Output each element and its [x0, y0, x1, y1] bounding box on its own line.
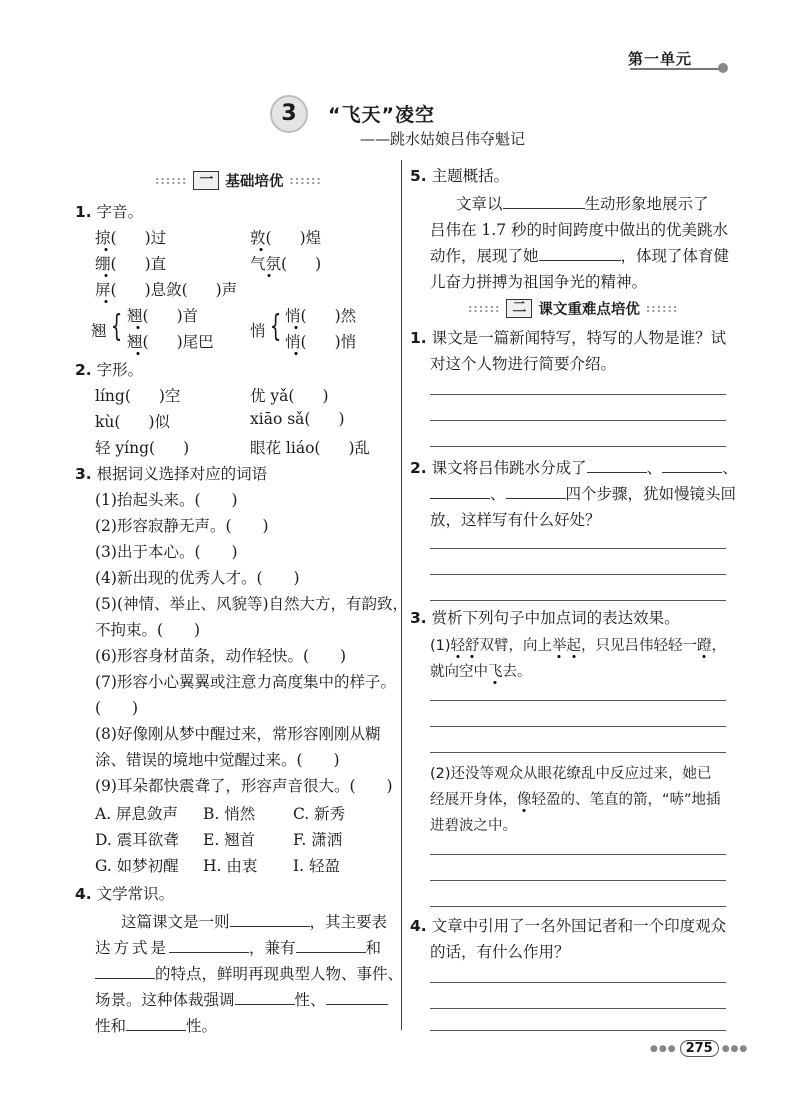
- sentence-1-line2: [430, 660, 532, 681]
- lesson-title: “飞天”凌空: [328, 104, 435, 126]
- brace-group-left: [91, 309, 126, 344]
- lesson-subtitle: ——跳水姑娘吕伟夺魁记: [360, 130, 526, 148]
- question-text: 放，这样写有什么好处？: [430, 511, 601, 529]
- fill-text: 性。: [186, 1017, 218, 1035]
- theme-line: [430, 244, 729, 266]
- row-text: )声: [215, 281, 238, 299]
- pinyin-item: [250, 436, 370, 458]
- dotted-char: 掠(: [95, 226, 117, 248]
- question-number: 2.: [75, 361, 92, 379]
- section-dots-icon: ::::::: [468, 302, 501, 315]
- key-question-2-line2: [430, 482, 736, 504]
- question-number: 1.: [410, 329, 427, 347]
- dotted-char: 敦(: [250, 226, 272, 248]
- question-1-heading: [75, 200, 143, 222]
- question-3-heading: [75, 462, 267, 484]
- question-2-heading: [75, 358, 143, 380]
- fill-text: ，其主要表: [309, 913, 388, 931]
- answer-line[interactable]: [430, 574, 726, 575]
- key-question-4: [410, 914, 726, 936]
- item-text: )乱: [348, 439, 371, 457]
- sentence-text: 双臂，向上: [479, 638, 553, 654]
- blank-field[interactable]: [235, 1004, 295, 1005]
- sentence-2-line3: 进碧波之中。: [430, 818, 517, 834]
- dotted-char: 悄(: [285, 330, 307, 352]
- item-text: 轻 yíng(: [95, 439, 156, 457]
- question-text: 文章中引用了一名外国记者和一个印度观众: [431, 917, 727, 935]
- section-header-key: [468, 298, 678, 319]
- answer-line[interactable]: [430, 600, 726, 601]
- blank-field[interactable]: [169, 952, 249, 953]
- definition-item: (8)好像刚从梦中醒过来，常形容刚刚从糊: [95, 725, 381, 743]
- fill-text: 性、: [294, 991, 326, 1009]
- question-text: 四个步骤，犹如慢镜头回: [565, 485, 737, 503]
- fill-text: 的特点，鲜明再现典型人物、事件、: [155, 965, 404, 983]
- definition-item: 不拘束。( ): [95, 621, 201, 639]
- section-header-basic: [155, 170, 322, 191]
- row-text: )直: [144, 255, 167, 273]
- blank-field[interactable]: [126, 1030, 186, 1031]
- option: E. 翘首: [203, 831, 256, 849]
- dotted-char: 气氛(: [250, 252, 287, 274]
- item-text: kù(: [95, 413, 121, 431]
- brace-icon: {: [269, 309, 281, 344]
- blank-field[interactable]: [506, 498, 566, 499]
- definition-item: 涂、错误的境地中觉醒过来。( ): [95, 751, 340, 769]
- answer-line[interactable]: [430, 906, 726, 907]
- pinyin-row: [95, 252, 166, 274]
- pinyin-item: [250, 384, 329, 406]
- blank-field[interactable]: [230, 926, 310, 927]
- literature-line: [121, 910, 387, 932]
- definition-item: (7)形容小心翼翼或注意力高度集中的样子。: [95, 673, 396, 691]
- brace-label: 悄: [250, 322, 266, 340]
- sentence-text: 经展开身体，: [430, 792, 517, 808]
- question-text: 主题概括。: [431, 167, 510, 185]
- sentence-text: 去。: [502, 664, 532, 680]
- sentence-text: 就向空中: [430, 664, 488, 680]
- question-number: 3.: [75, 465, 92, 483]
- definition-item: (2)形容寂静无声。( ): [95, 517, 269, 535]
- sentence-text: (1): [430, 638, 451, 654]
- dotted-char: 轻: [451, 634, 466, 655]
- theme-line: [456, 192, 709, 214]
- option: B. 悄然: [203, 805, 256, 823]
- pinyin-row: [95, 278, 237, 300]
- item-text: ): [338, 410, 345, 428]
- section-number: 二: [506, 299, 532, 318]
- option: I. 轻盈: [293, 857, 340, 875]
- option: C. 新秀: [293, 805, 346, 823]
- question-text: 文学常识。: [96, 885, 175, 903]
- sentence-2-line2: [430, 788, 721, 809]
- answer-line[interactable]: [430, 752, 726, 753]
- separator: 、: [490, 485, 506, 503]
- sentence-text: 轻盈的、笔直的箭，“哧”地插: [531, 792, 721, 808]
- fill-text: 文章以: [456, 195, 503, 213]
- brace-icon: {: [110, 309, 122, 344]
- option: A. 屏息敛声: [95, 805, 179, 823]
- item-text: )似: [148, 413, 170, 431]
- dotted-char: 悄(: [285, 304, 307, 326]
- definition-item: (6)形容身材苗条，动作轻快。( ): [95, 647, 347, 665]
- key-question-1: [410, 326, 726, 348]
- question-number: 1.: [75, 203, 92, 221]
- blank-field[interactable]: [326, 1004, 388, 1005]
- fill-text: 动作，展现了她: [430, 247, 539, 265]
- lesson-number-badge: 3: [270, 95, 308, 133]
- answer-line[interactable]: [430, 548, 726, 549]
- fill-text: ，体现了体育健: [620, 247, 730, 265]
- blank-field[interactable]: [430, 498, 490, 499]
- row-text: ): [315, 255, 322, 273]
- page-dots-icon: ●●●: [650, 1043, 677, 1054]
- option: F. 潇洒: [293, 831, 343, 849]
- page-number: [650, 1040, 748, 1057]
- row-text: )尾巴: [176, 333, 214, 351]
- fill-text: 达方式是: [95, 939, 170, 957]
- option: D. 震耳欲聋: [95, 831, 179, 849]
- question-4-heading: [75, 882, 174, 904]
- literature-line: [95, 988, 388, 1010]
- theme-line: 儿奋力拼搏为祖国争光的精神。: [430, 273, 648, 291]
- row-text: )煌: [299, 229, 322, 247]
- key-question-3: [410, 606, 680, 628]
- item-text: xiāo sǎ(: [250, 410, 311, 428]
- answer-line[interactable]: [430, 982, 726, 983]
- question-number: 4.: [410, 917, 427, 935]
- question-text: 课文将吕伟跳水分成了: [431, 459, 587, 477]
- question-number: 5.: [410, 167, 427, 185]
- definition-item: (9)耳朵都快震聋了，形容声音很大。( ): [95, 777, 393, 795]
- unit-label: 第一单元: [628, 50, 693, 68]
- dotted-char: 飞: [488, 660, 503, 681]
- pinyin-row: [127, 304, 198, 326]
- dotted-char: 舒: [465, 634, 480, 655]
- fill-text: 和: [365, 939, 382, 957]
- item-text: 优 yǎ(: [250, 387, 295, 405]
- definition-item: (5)(神情、举止、风貌等)自然大方，有韵致，: [95, 595, 409, 613]
- theme-line: 吕伟在 1.7 秒的时间跨度中做出的优美跳水: [430, 221, 729, 239]
- definition-item: (4)新出现的优秀人才。( ): [95, 569, 300, 587]
- section-dots-icon: ::::::: [645, 302, 679, 315]
- row-text: )息敛(: [144, 281, 188, 299]
- answer-line[interactable]: [430, 880, 726, 881]
- pinyin-row: [285, 304, 356, 326]
- brace-group-right: [250, 309, 285, 344]
- option: H. 由衷: [203, 857, 258, 875]
- item-text: )空: [158, 387, 181, 405]
- question-text: 字形。: [96, 361, 144, 379]
- page-number-value: 275: [680, 1040, 719, 1057]
- question-5-heading: [410, 164, 509, 186]
- blank-field[interactable]: [503, 208, 585, 209]
- question-text: 根据词义选择对应的词语: [96, 465, 268, 483]
- question-text: 的话，有什么作用？: [430, 943, 570, 961]
- section-number: 一: [193, 171, 219, 190]
- dotted-char: 像: [517, 788, 532, 809]
- dotted-char: 举: [552, 634, 567, 655]
- pinyin-row: [250, 226, 321, 248]
- pinyin-row: [127, 330, 214, 352]
- literature-line: [95, 1014, 217, 1036]
- row-text: )然: [334, 307, 357, 325]
- sentence-1: [430, 634, 726, 655]
- question-text: 字音。: [96, 203, 144, 221]
- fill-text: ，兼有: [249, 939, 296, 957]
- question-number: 4.: [75, 885, 92, 903]
- pinyin-item: [250, 410, 345, 428]
- option: G. 如梦初醒: [95, 857, 179, 875]
- sentence-text: ，只见吕伟轻轻一: [581, 638, 698, 654]
- dotted-char: 绷(: [95, 252, 117, 274]
- pinyin-row: [285, 330, 356, 352]
- pinyin-item: [95, 384, 180, 406]
- blank-field[interactable]: [662, 472, 722, 473]
- definition-item: ( ): [95, 699, 139, 717]
- question-number: 2.: [410, 459, 427, 477]
- definition-item: (1)抬起头来。( ): [95, 491, 238, 509]
- blank-field[interactable]: [587, 472, 647, 473]
- row-text: )过: [144, 229, 167, 247]
- answer-line[interactable]: [430, 1008, 726, 1009]
- answer-line[interactable]: [430, 420, 726, 421]
- separator: 、: [722, 459, 738, 477]
- definition-item: (3)出于本心。( ): [95, 543, 238, 561]
- separator: 、: [646, 459, 663, 477]
- answer-line[interactable]: [430, 446, 726, 447]
- fill-text: 这篇课文是一则: [121, 913, 230, 931]
- unit-underline: [630, 68, 720, 70]
- pinyin-row: [95, 226, 166, 248]
- section-label: 课文重难点培优: [538, 302, 640, 318]
- answer-line[interactable]: [430, 1030, 726, 1031]
- fill-text: 生动形象地展示了: [584, 195, 709, 213]
- dotted-char: 翘(: [127, 304, 149, 326]
- blank-field[interactable]: [539, 260, 621, 261]
- section-label: 基础培优: [225, 174, 284, 190]
- dotted-char: 蹬: [697, 634, 712, 655]
- row-text: )悄: [334, 333, 357, 351]
- question-text: 对这个人物进行简要介绍。: [430, 355, 617, 373]
- question-number: 3.: [410, 609, 427, 627]
- dotted-char: 起: [567, 634, 582, 655]
- section-dots-icon: ::::::: [289, 174, 322, 187]
- literature-line: [95, 962, 403, 984]
- row-text: )首: [176, 307, 199, 325]
- answer-line[interactable]: [430, 854, 726, 855]
- dotted-char: 屏(: [95, 278, 117, 300]
- question-text: 赏析下列句子中加点词的表达效果。: [431, 609, 680, 627]
- section-dots-icon: ::::::: [155, 174, 188, 187]
- blank-field[interactable]: [296, 952, 366, 953]
- blank-field[interactable]: [95, 978, 155, 979]
- pinyin-item: [95, 410, 170, 432]
- literature-line: [95, 936, 381, 958]
- page-dots-icon: ●●●: [721, 1043, 749, 1054]
- pinyin-item: [95, 436, 189, 458]
- answer-line[interactable]: [430, 700, 726, 701]
- question-text: 课文是一篇新闻特写，特写的人物是谁？试: [431, 329, 727, 347]
- item-text: ): [183, 439, 190, 457]
- answer-line[interactable]: [430, 726, 726, 727]
- fill-text: 性和: [95, 1017, 127, 1035]
- unit-dot-icon: [718, 63, 728, 73]
- item-text: líng(: [95, 387, 131, 405]
- fill-text: 场景。这种体裁强调: [95, 991, 235, 1009]
- sentence-text: ，: [711, 638, 727, 654]
- item-text: 眼花 liáo(: [250, 439, 321, 457]
- pinyin-row: [250, 252, 321, 274]
- brace-label: 翘: [91, 322, 107, 340]
- sentence-2: (2)还没等观众从眼花缭乱中反应过来，她已: [430, 766, 712, 782]
- answer-line[interactable]: [430, 394, 726, 395]
- key-question-2: [410, 456, 738, 478]
- dotted-char: 翘(: [127, 330, 149, 352]
- item-text: ): [322, 387, 329, 405]
